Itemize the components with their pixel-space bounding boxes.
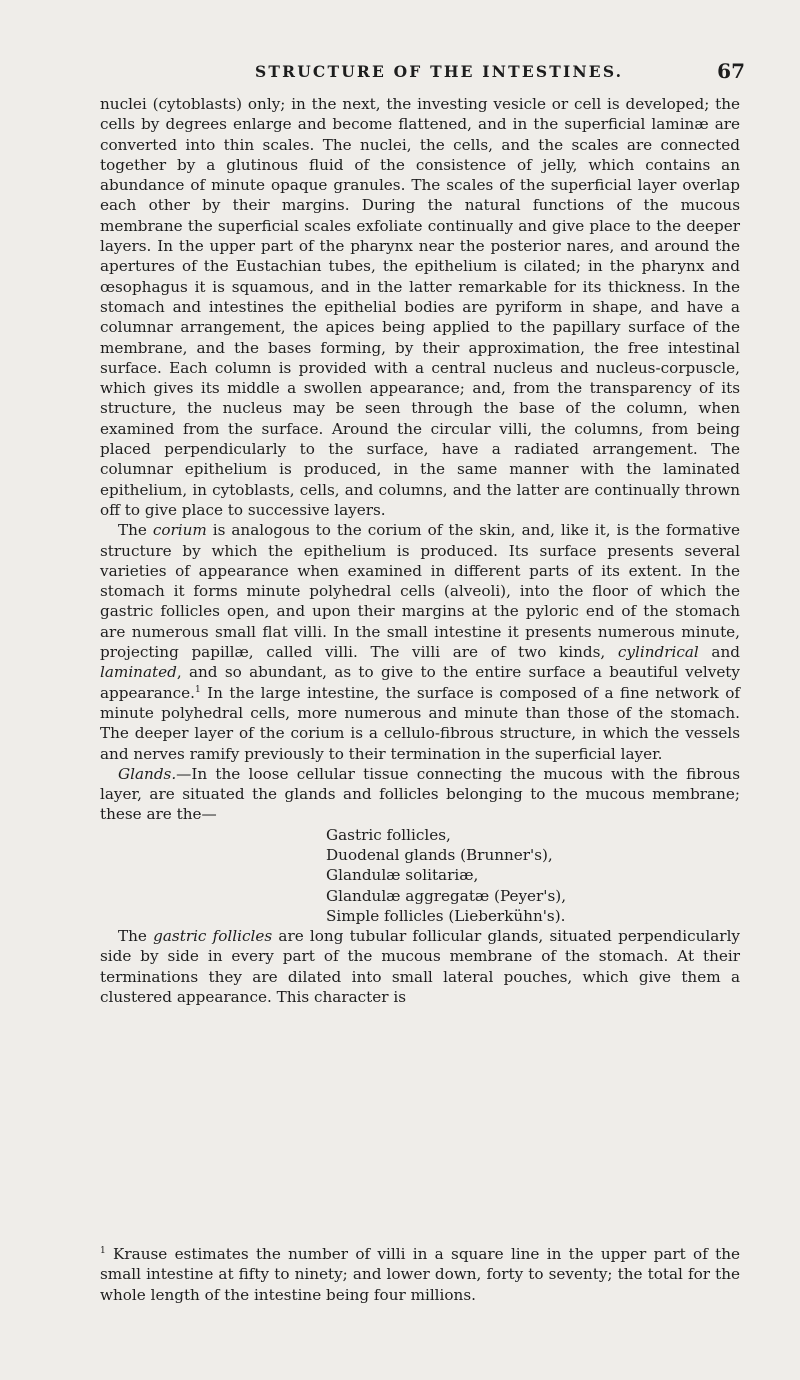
footnote-ref[interactable]: 1: [194, 684, 201, 695]
paragraph-corium: [100, 520, 740, 764]
text-run: are long tubular follicular glands, situated perpendicularly side by side in every part of the mucous membrane of the stomach. At their terminations they are dilated into small lateral pouches, which give them a clustered appearance. This character is: [100, 927, 741, 1007]
list-item: Duodenal glands (Brunner's),: [326, 845, 553, 864]
paragraph-glands: [100, 764, 740, 825]
term-corium: corium: [152, 521, 207, 540]
term-gastric-follicles: gastric follicles: [153, 927, 273, 946]
paragraph-epithelium: nuclei (cytoblasts) only; in the next, the investing vesicle or cell is developed; the cells by degrees enlarge and become flattened, and in the superficial laminæ are converted into thin scales. The nuclei, the cells, and the scales are connected together by a glutinous fluid of the consistence of jelly, which contains an abundance of minute opaque granules. The scales of the superficial layer overlap each other by their margins. During the natural functions of the mucous membrane the superficial scales exfoliate continually and give place to the deeper layers. In the upper part of the pharynx near the posterior nares, and around the apertures of the Eustachian tubes, the epithelium is cilated; in the pharynx and œsophagus it is squamous, and in the latter remarkable for its thickness. In the stomach and intestines the epithelial bodies are pyriform in shape, and have a columnar arrangement, the apices being applied to the papillary surface of the membrane, and the bases forming, by their approximation, the free intestinal surface. Each column is provided with a central nucleus and nucleus-corpuscle, which gives its middle a swollen appearance; and, from the transparency of its structure, the nucleus may be seen through the base of the column, when examined from the surface. Around the circular villi, the columns, from being placed perpendicularly to the surface, have a radiated arrangement. The columnar epithelium is produced, in the same manner with the laminated epithelium, in cytoblasts, cells, and columns, and the latter are continually thrown off to give place to successive layers.: [100, 95, 740, 519]
glands-list: [326, 825, 740, 926]
text-run: In the large intestine, the surface is composed of a fine network of minute polyhedral cells, more numerous and minute than those of the stomach. The deeper layer of the corium is a cellulo-fibrous structure, in which the vessels and nerves ramify previously to their termination in the superficial layer.: [100, 683, 740, 763]
paragraph-gastric-follicles: [100, 926, 740, 1007]
running-header: [255, 59, 745, 84]
text-run: The: [118, 927, 154, 946]
text-run: and: [698, 643, 740, 662]
footnote: [100, 1244, 740, 1305]
term-cylindrical: cylindrical: [617, 643, 699, 662]
text-run: —In the loose cellular tissue connecting the mucous with the fibrous layer, are situated the glands and follicles belonging to the mucous membrane; these are the—: [100, 764, 740, 824]
page-number: 67: [717, 59, 745, 83]
list-item: Gastric follicles,: [326, 825, 451, 844]
text-run: The: [118, 521, 153, 540]
text-run: is analogous to the corium of the skin, and, like it, is the formative structure by which the epithelium is produced. Its surface presents several varieties of appearance when examined in different parts of its extent. In the stomach it forms minute polyhedral cells (alveoli), into the floor of which the gastric follicles open, and upon their margins at the pyloric end of the stomach are numerous small flat villi. In the small intestine it presents numerous minute, projecting papillæ, called villi. The villi are of two kinds,: [100, 521, 740, 662]
list-item: Glandulæ solitariæ,: [326, 866, 479, 885]
term-laminated: laminated: [100, 663, 177, 682]
footnote-text: Krause estimates the number of villi in a square line in the upper part of the small intestine at fifty to ninety; and lower down, forty to seventy; the total for the whole length of the intestine being four millions.: [100, 1245, 740, 1304]
list-item: Glandulæ aggregatæ (Peyer's),: [326, 886, 567, 905]
footnote-marker: 1: [100, 1245, 106, 1256]
running-title: STRUCTURE OF THE INTESTINES.: [255, 62, 624, 81]
list-item: Simple follicles (Lieberkühn's).: [326, 906, 566, 925]
term-glands: Glands.: [118, 764, 177, 783]
body-text: [100, 94, 740, 1007]
text-run: , and so abundant, as to give to the entire surface a beautiful velvety appearance.: [100, 663, 740, 702]
